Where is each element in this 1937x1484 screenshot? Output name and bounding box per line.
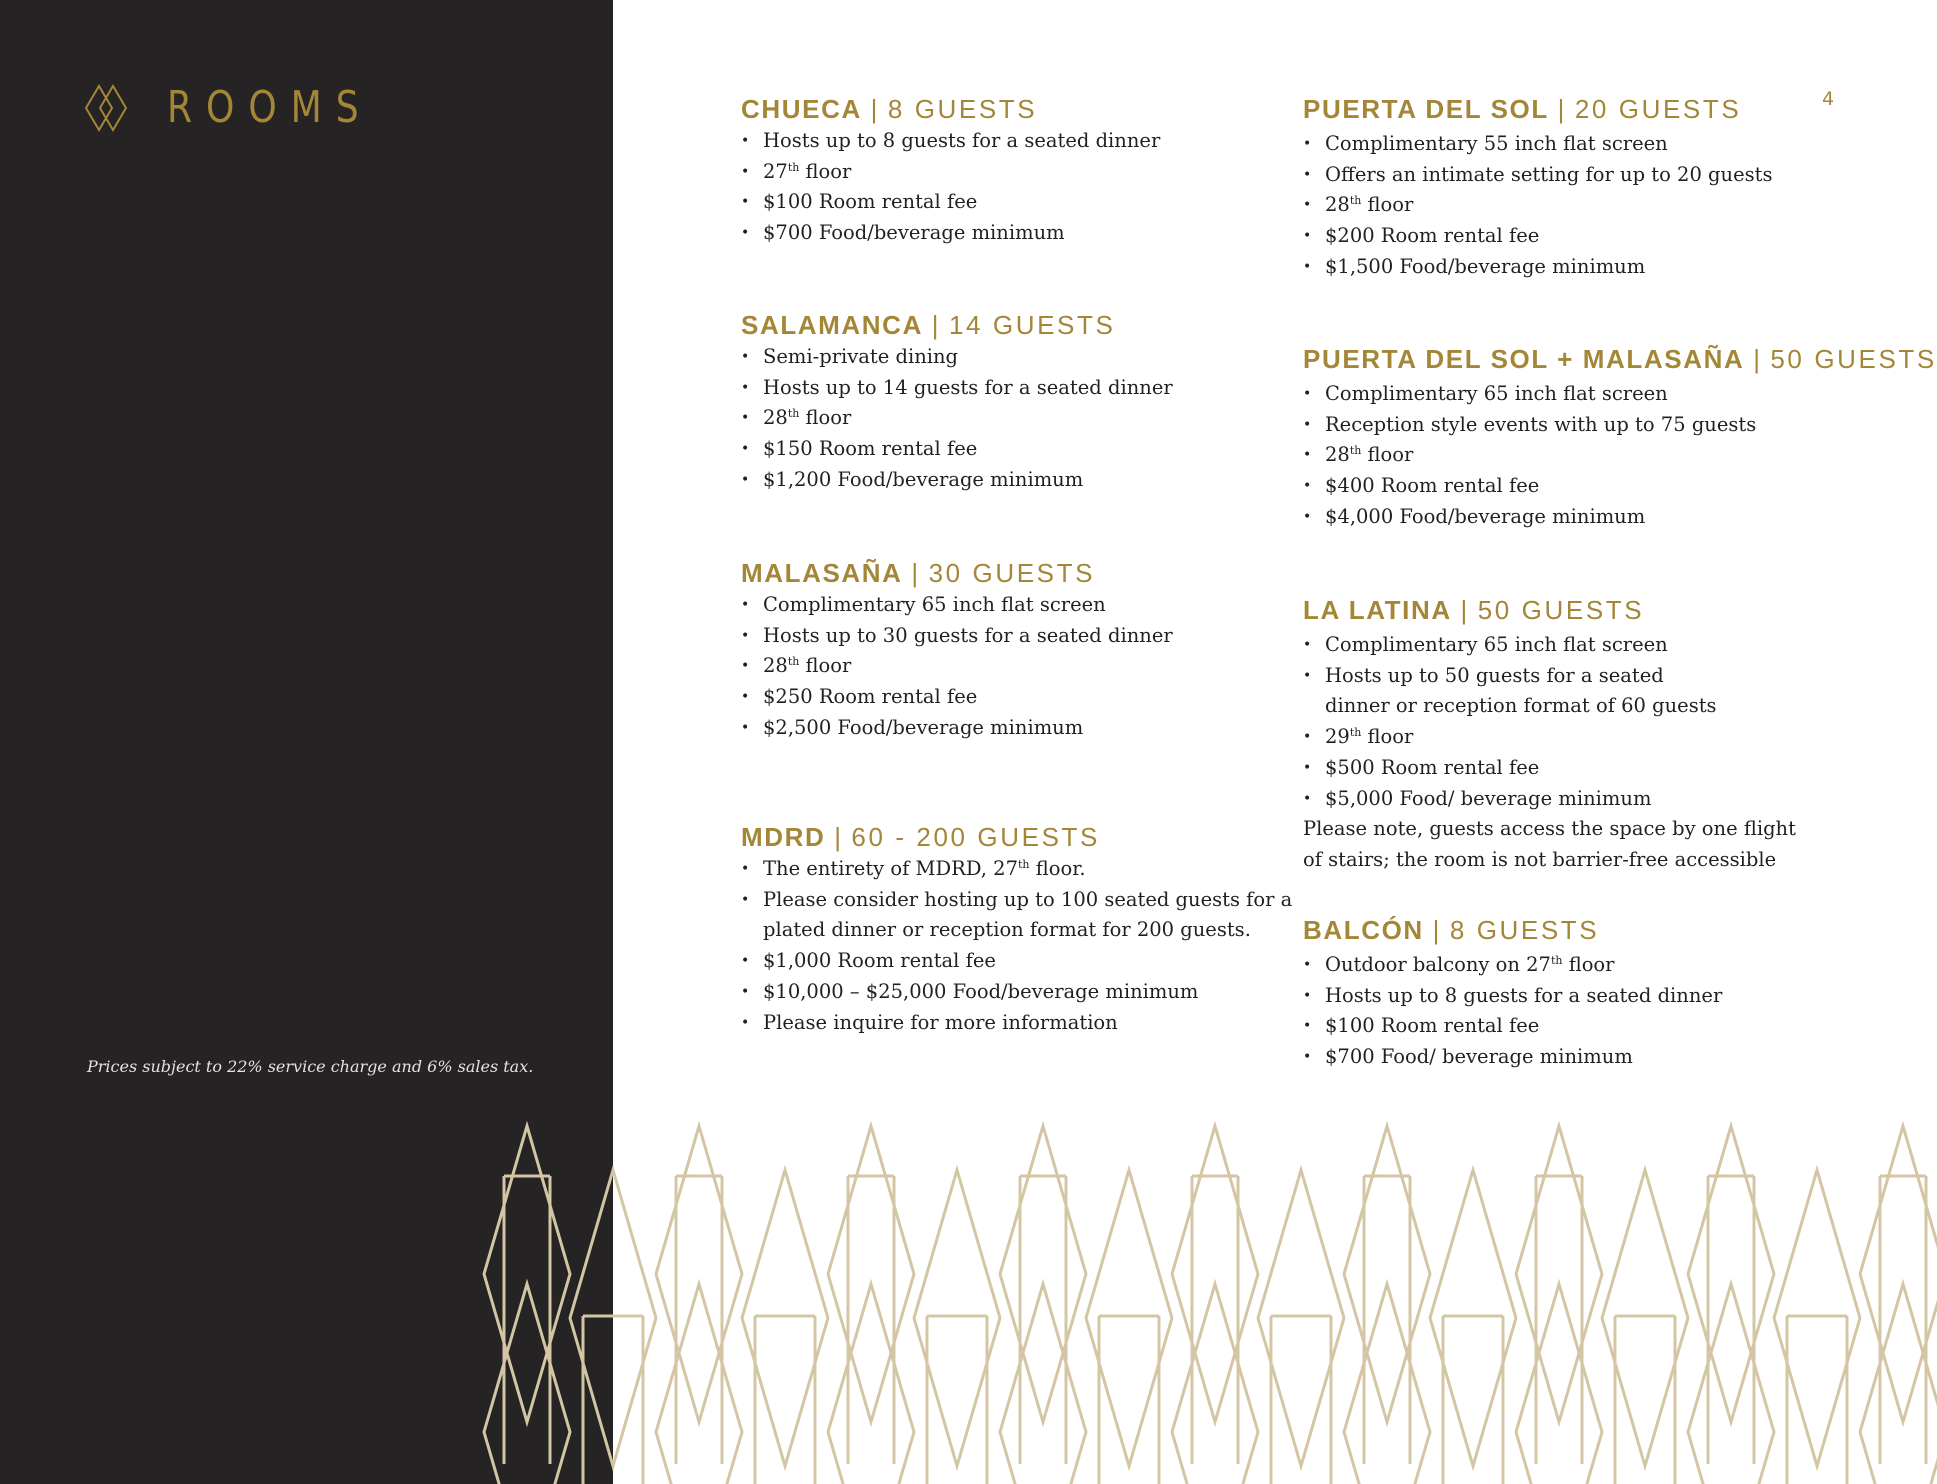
list-item: • Complimentary 65 inch flat screen xyxy=(1303,630,1796,661)
guest-capacity: 20 GUESTS xyxy=(1574,94,1742,124)
list-item: • $700 Food/ beverage minimum xyxy=(1303,1042,1722,1073)
room-salamanca xyxy=(741,308,1173,496)
list-item: • 28th floor xyxy=(741,651,1173,682)
list-item: • $10,000 – $25,000 Food/beverage minimum xyxy=(741,977,1292,1008)
list-item: • Complimentary 65 inch flat screen xyxy=(741,590,1173,621)
room-balcon xyxy=(1303,913,1722,1073)
room-name: LA LATINA xyxy=(1303,595,1452,625)
guest-capacity: 8 GUESTS xyxy=(1449,915,1600,945)
pattern-line xyxy=(1344,1126,1430,1422)
sidebar xyxy=(0,0,613,1484)
list-item: • Please consider hosting up to 100 seated guests for a xyxy=(741,885,1292,916)
room-heading xyxy=(741,308,1173,342)
pattern-line xyxy=(828,1126,914,1422)
list-item: • $500 Room rental fee xyxy=(1303,753,1796,784)
list-item: • $700 Food/beverage minimum xyxy=(741,218,1160,249)
guest-capacity: 8 GUESTS xyxy=(887,94,1038,124)
room-puerta-del-sol xyxy=(1303,92,1772,283)
double-diamond-logo-icon xyxy=(84,84,128,132)
heading-separator: | xyxy=(1753,344,1762,374)
heading-separator: | xyxy=(1557,94,1567,124)
room-chueca xyxy=(741,92,1160,249)
list-item: • $1,200 Food/beverage minimum xyxy=(741,465,1173,496)
room-name: MALASAÑA xyxy=(741,558,903,588)
list-item: • 27th floor xyxy=(741,157,1160,188)
guest-capacity: 14 GUESTS xyxy=(948,310,1116,340)
list-item: • $1,000 Room rental fee xyxy=(741,946,1292,977)
room-heading xyxy=(1303,913,1722,947)
room-name: PUERTA DEL SOL xyxy=(1303,94,1549,124)
list-item: • Offers an intimate setting for up to 20 guests xyxy=(1303,160,1772,191)
list-item-continuation: dinner or reception format of 60 guests xyxy=(1325,694,1717,718)
list-item: • $100 Room rental fee xyxy=(741,187,1160,218)
decorative-pattern xyxy=(613,1134,1920,1484)
list-item: • Semi-private dining xyxy=(741,342,1173,373)
list-item: • Hosts up to 14 guests for a seated dinner xyxy=(741,373,1173,404)
guest-capacity: 60 - 200 GUESTS xyxy=(851,822,1100,852)
page-title: ROOMS xyxy=(167,82,373,133)
room-name: BALCÓN xyxy=(1303,915,1424,945)
list-item: • The entirety of MDRD, 27th floor. xyxy=(741,854,1292,885)
guest-capacity: 50 GUESTS xyxy=(1770,344,1937,374)
accessibility-note xyxy=(1303,814,1796,875)
room-name: SALAMANCA xyxy=(741,310,923,340)
note-line: of stairs; the room is not barrier-free accessible xyxy=(1303,847,1777,871)
page-number: 4 xyxy=(1822,88,1835,110)
pattern-line xyxy=(1688,1126,1774,1422)
pattern-line xyxy=(656,1126,742,1422)
list-item: • Hosts up to 50 guests for a seated xyxy=(1303,661,1796,692)
heading-separator: | xyxy=(1432,915,1441,945)
list-item: • Outdoor balcony on 27th floor xyxy=(1303,950,1722,981)
heading-separator: | xyxy=(911,558,920,588)
note-line: Please note, guests access the space by one flight xyxy=(1303,817,1796,841)
list-item: • Hosts up to 8 guests for a seated dinner xyxy=(741,126,1160,157)
room-malasana xyxy=(741,556,1173,744)
list-item: • $100 Room rental fee xyxy=(1303,1011,1722,1042)
list-item: • $1,500 Food/beverage minimum xyxy=(1303,252,1772,283)
room-la-latina xyxy=(1303,593,1796,876)
list-item: • $250 Room rental fee xyxy=(741,682,1173,713)
list-item: • $5,000 Food/ beverage minimum xyxy=(1303,784,1796,815)
list-item: • $200 Room rental fee xyxy=(1303,221,1772,252)
room-heading xyxy=(1303,342,1937,376)
guest-capacity: 30 GUESTS xyxy=(928,558,1096,588)
room-mdrd xyxy=(741,820,1292,1038)
room-heading xyxy=(1303,92,1772,126)
list-item: • Complimentary 65 inch flat screen xyxy=(1303,379,1937,410)
pattern-line xyxy=(1516,1126,1602,1422)
room-heading xyxy=(741,820,1292,854)
room-heading xyxy=(741,92,1160,126)
pattern-line xyxy=(1172,1126,1258,1422)
heading-separator: | xyxy=(834,822,843,852)
room-heading xyxy=(1303,593,1796,627)
list-item: • Reception style events with up to 75 guests xyxy=(1303,410,1937,441)
list-item: • $400 Room rental fee xyxy=(1303,471,1937,502)
room-name: CHUECA xyxy=(741,94,862,124)
list-item: • 28th floor xyxy=(741,403,1173,434)
list-item: • 28th floor xyxy=(1303,440,1937,471)
list-item: • Please inquire for more information xyxy=(741,1008,1292,1039)
list-item: • Hosts up to 8 guests for a seated dinner xyxy=(1303,981,1722,1012)
room-puerta-del-sol-malasana xyxy=(1303,342,1937,533)
heading-separator: | xyxy=(931,310,941,340)
list-item: • $150 Room rental fee xyxy=(741,434,1173,465)
list-item-continuation: plated dinner or reception format for 200 guests. xyxy=(763,918,1251,942)
room-name: MDRD xyxy=(741,822,826,852)
list-item: • Hosts up to 30 guests for a seated dinner xyxy=(741,621,1173,652)
heading-separator: | xyxy=(870,94,880,124)
list-item: • $4,000 Food/beverage minimum xyxy=(1303,502,1937,533)
list-item: • Complimentary 55 inch flat screen xyxy=(1303,129,1772,160)
pattern-line xyxy=(1000,1126,1086,1422)
list-item: • 28th floor xyxy=(1303,190,1772,221)
room-name: PUERTA DEL SOL + MALASAÑA xyxy=(1303,344,1745,374)
pricing-footnote: Prices subject to 22% service charge and 6% sales tax. xyxy=(87,1057,534,1076)
list-item: • 29th floor xyxy=(1303,722,1796,753)
heading-separator: | xyxy=(1460,595,1469,625)
room-heading xyxy=(741,556,1173,590)
list-item: • $2,500 Food/beverage minimum xyxy=(741,713,1173,744)
guest-capacity: 50 GUESTS xyxy=(1477,595,1645,625)
